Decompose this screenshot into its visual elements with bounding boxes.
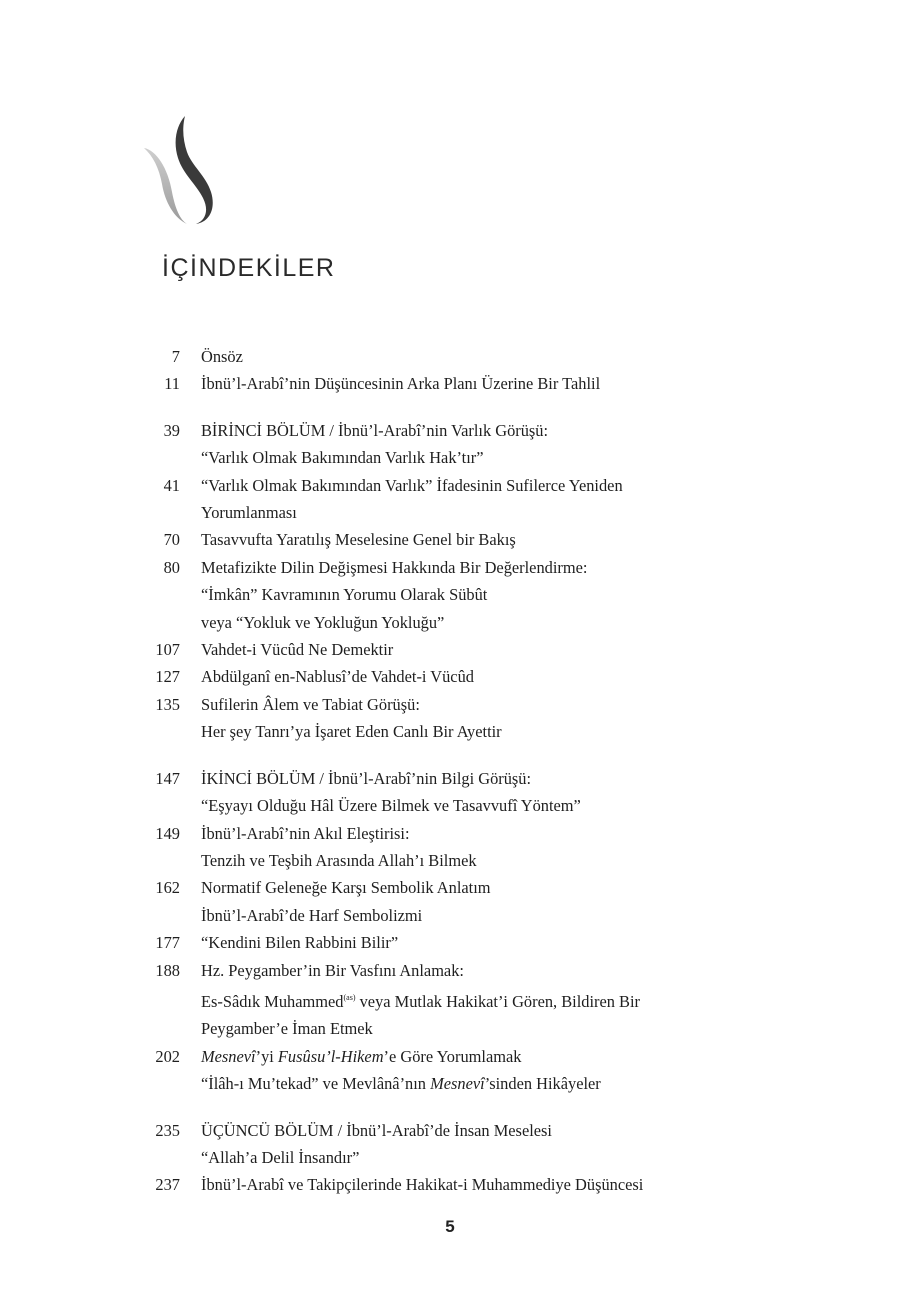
toc-title [201, 820, 477, 875]
table-of-contents-heading: İÇİNDEKİLER [162, 254, 336, 282]
toc-page-number: 7 [171, 347, 180, 366]
toc-title [201, 691, 502, 746]
toc-entry [140, 1171, 780, 1198]
toc-title-line: Peygamber’e İman Etmek [201, 1019, 373, 1039]
toc-entry [140, 1043, 780, 1098]
toc-page-number: 235 [155, 1120, 180, 1140]
toc-title-line: Vahdet-i Vücûd Ne Demektir [201, 640, 394, 660]
toc-entry [140, 636, 780, 663]
toc-title-line: “Varlık Olmak Bakımından Varlık” İfadesinin Sufilerce Yeniden [201, 475, 623, 495]
toc-page-number: 149 [155, 823, 180, 843]
toc-title-line: Her şey Tanrı’ya İşaret Eden Canlı Bir Ayettir [201, 722, 502, 742]
toc-title-line: “İmkân” Kavramının Yorumu Olarak Sübût [201, 585, 488, 605]
toc-entry [140, 691, 780, 746]
toc-entry [140, 343, 780, 370]
toc-title-fragment: Es-Sâdık Muhammed [201, 991, 344, 1011]
toc-entry-section [140, 765, 780, 820]
toc-title-line [201, 984, 640, 1015]
toc-entry-section [140, 1117, 780, 1172]
toc-title-line [201, 1070, 601, 1097]
toc-title-line [201, 1043, 601, 1070]
toc-entry [140, 554, 780, 636]
toc-title-line: Tenzih ve Teşbih Arasında Allah’ı Bilmek [201, 850, 477, 870]
toc-title [201, 1043, 601, 1098]
italic-book-title: Fusûsu’l-Hikem [277, 1046, 384, 1066]
toc-title-line: Abdülganî en-Nablusî’de Vahdet-i Vücûd [201, 667, 474, 687]
italic-book-title: Mesnevî [201, 1046, 256, 1066]
toc-entry [140, 820, 780, 875]
toc-title-line: Metafizikte Dilin Değişmesi Hakkında Bir Değerlendirme: [201, 557, 588, 577]
toc-title [201, 370, 600, 397]
toc-entry-section [140, 417, 780, 472]
toc-page-number: 127 [155, 667, 180, 687]
toc-title [201, 957, 640, 1043]
toc-page-number: 162 [155, 878, 180, 898]
toc-title-line: İbnü’l-Arabî ve Takipçilerinde Hakikat-i Muhammediye Düşüncesi [201, 1175, 644, 1195]
honorific-superscript: (as) [343, 992, 356, 1002]
toc-title-line: İbnü’l-Arabî’nin Akıl Eleştirisi: [201, 823, 410, 843]
toc-entry [140, 874, 780, 929]
toc-page-number: 39 [163, 420, 180, 440]
toc-title-line: Normatif Geleneğe Karşı Sembolik Anlatım [201, 878, 491, 898]
toc-title [201, 526, 516, 553]
toc-page-number: 237 [155, 1175, 180, 1195]
toc-title [201, 765, 581, 820]
toc-page-number: 41 [163, 475, 180, 495]
toc-title-line: İbnü’l-Arabî’de Harf Sembolizmi [201, 905, 423, 925]
toc-title [201, 417, 548, 472]
toc-page-number: 80 [163, 557, 180, 577]
calligraphic-ornament-icon [140, 112, 220, 227]
toc-title-fragment: ’e Göre Yorumlamak [383, 1046, 522, 1066]
toc-title-line: “Kendini Bilen Rabbini Bilir” [201, 933, 399, 953]
italic-book-title: Mesnevî [430, 1074, 485, 1094]
toc-title-line: İbnü’l-Arabî’nin Düşüncesinin Arka Planı Üzerine Bir Tahlil [201, 374, 601, 394]
toc-entry [140, 929, 780, 956]
toc-title-line: BİRİNCİ BÖLÜM / İbnü’l-Arabî’nin Varlık Görüşü: [201, 420, 549, 440]
toc-entry [140, 526, 780, 553]
toc-title-line: Tasavvufta Yaratılış Meselesine Genel bir Bakış [201, 530, 516, 550]
toc-page-number: 135 [155, 694, 180, 714]
toc-title [201, 929, 398, 956]
toc-title [201, 1171, 643, 1198]
toc-title [201, 636, 393, 663]
toc-title-line: “Eşyayı Olduğu Hâl Üzere Bilmek ve Tasavvufî Yöntem” [201, 796, 581, 816]
toc-title-fragment: veya Mutlak Hakikat’i Gören, Bildiren Bir [355, 991, 640, 1011]
toc-title-fragment: ’sinden Hikâyeler [484, 1074, 601, 1094]
toc-title-line: Yorumlanması [201, 503, 297, 523]
toc-title-line: Hz. Peygamber’in Bir Vasfını Anlamak: [201, 960, 464, 980]
toc-page-number: 147 [155, 768, 180, 788]
toc-entry [140, 957, 780, 1043]
toc-page-number: 202 [155, 1046, 180, 1066]
toc-entry [140, 663, 780, 690]
toc-page-number: 107 [155, 640, 180, 660]
toc-entry [140, 472, 780, 527]
toc-page-number: 177 [155, 933, 180, 953]
toc-title-line: “Varlık Olmak Bakımından Varlık Hak’tır” [201, 448, 484, 468]
toc-title-fragment: ’yi [255, 1046, 278, 1066]
toc-title [201, 663, 474, 690]
toc-title-line: veya “Yokluk ve Yokluğun Yokluğu” [201, 612, 445, 632]
toc-title [201, 874, 491, 929]
toc-title-line: Sufilerin Âlem ve Tabiat Görüşü: [201, 694, 420, 714]
toc-title [201, 472, 623, 527]
toc-entry [140, 370, 780, 397]
toc-title-line: İKİNCİ BÖLÜM / İbnü’l-Arabî’nin Bilgi Görüşü: [201, 768, 532, 788]
toc-title [201, 1117, 552, 1172]
toc-page-number: 188 [155, 960, 180, 980]
toc-page-number: 11 [164, 374, 180, 394]
table-of-contents [140, 343, 780, 1199]
toc-title-line: ÜÇÜNCÜ BÖLÜM / İbnü’l-Arabî’de İnsan Meselesi [201, 1120, 552, 1140]
toc-title-line: “Allah’a Delil İnsandır” [201, 1147, 360, 1167]
toc-title-line: Önsöz [201, 347, 243, 366]
toc-title [201, 343, 243, 370]
toc-title-fragment: “İlâh-ı Mu’tekad” ve Mevlânâ’nın [201, 1074, 431, 1094]
toc-page-number: 70 [163, 530, 180, 550]
toc-title [201, 554, 587, 636]
page-number: 5 [445, 1217, 455, 1236]
